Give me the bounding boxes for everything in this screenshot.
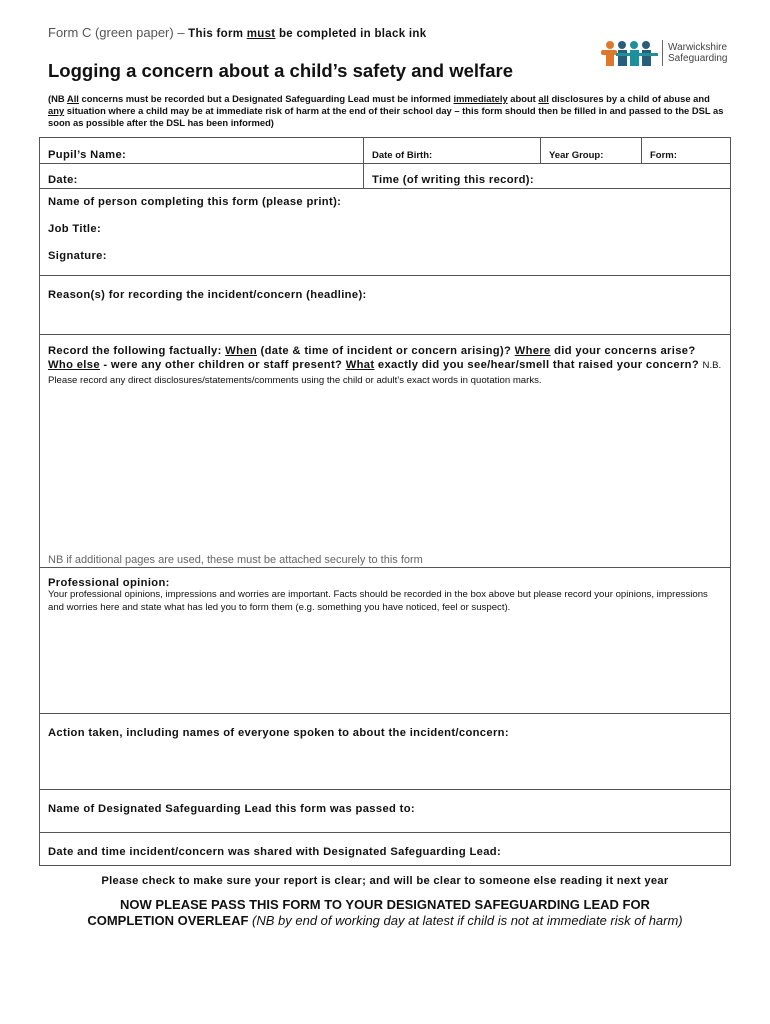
warwickshire-safeguarding-logo: [600, 40, 730, 70]
year-group-label: Year Group:: [549, 150, 604, 161]
ink-instruction: [188, 28, 426, 40]
dsl-time-row: [40, 833, 731, 866]
person-row: [40, 189, 731, 276]
dsl-name-row: [40, 790, 731, 833]
action-row: [40, 714, 731, 790]
nb-part: situation where a child may be at immediate risk of harm at the end of their school day – this form should then be filled in and passed to the DSL as soon as possible after the DSL has been informed): [48, 104, 724, 128]
date-field[interactable]: [40, 164, 364, 189]
name-person-label: Name of person completing this form (please print):: [48, 196, 342, 208]
reasons-row: [40, 276, 731, 335]
record-part: (date & time of incident or concern arising)?: [257, 345, 515, 357]
pass-form-instruction: [0, 897, 770, 929]
professional-opinion-label: Professional opinion:: [48, 577, 170, 589]
time-field[interactable]: [364, 164, 731, 189]
nb-immediately: immediately: [453, 93, 508, 104]
record-part: did your concerns arise?: [550, 345, 696, 357]
pass-line-1: NOW PLEASE PASS THIS FORM TO YOUR DESIGNATED SAFEGUARDING LEAD FOR: [120, 897, 650, 912]
nb-part: (NB: [48, 93, 67, 104]
record-when: When: [225, 345, 258, 357]
record-instructions: [48, 344, 722, 387]
professional-row: [40, 568, 731, 714]
nb-any: any: [48, 104, 65, 116]
reasons-label: Reason(s) for recording the incident/concern (headline):: [48, 289, 367, 301]
form-class-label: Form:: [650, 150, 677, 161]
concern-form-table: [39, 137, 731, 866]
record-part: exactly did you see/hear/smell that raised your concern?: [374, 359, 703, 371]
date-row: [40, 164, 731, 189]
logo-divider: [662, 40, 663, 66]
ink-pre: This form: [188, 28, 247, 40]
pass-completion: COMPLETION OVERLEAF: [87, 913, 249, 928]
pupil-row: [40, 138, 731, 164]
nb-part: disclosures by a child of abuse and: [548, 93, 710, 104]
logo-text: [668, 42, 728, 64]
logo-line2: Safeguarding: [668, 53, 728, 64]
additional-pages-note: NB if additional pages are used, these must be attached securely to this form: [48, 554, 423, 566]
record-who: Who else: [48, 359, 100, 371]
check-note: Please check to make sure your report is clear; and will be clear to someone else reading it next year: [101, 875, 669, 887]
professional-opinion-text: Your professional opinions, impressions and worries are important. Facts should be recorded in the box above but please record your opinions, impressions and worries here and state what has led you to form them (e.g. something you have noticed, feel or suspect).: [48, 589, 708, 613]
nb-note: [48, 93, 728, 128]
pupil-name-label: Pupil’s Name:: [48, 149, 127, 161]
record-part: Record the following factually:: [48, 345, 226, 357]
dob-field[interactable]: [364, 138, 541, 164]
year-group-field[interactable]: [541, 138, 642, 164]
form-c-label: Form C (green paper) –: [48, 25, 189, 40]
people-icon: [600, 40, 660, 68]
ink-post: be completed in black ink: [275, 28, 427, 40]
reasons-field[interactable]: [40, 276, 731, 335]
dsl-name-label: Name of Designated Safeguarding Lead this form was passed to:: [48, 803, 415, 815]
record-part: - were any other children or staff present?: [99, 359, 346, 371]
record-where: Where: [514, 345, 551, 357]
date-label: Date:: [48, 174, 78, 186]
action-field[interactable]: [40, 714, 731, 790]
form-class-field[interactable]: [642, 138, 731, 164]
pupil-name-field[interactable]: [40, 138, 364, 164]
time-label: Time (of writing this record):: [372, 174, 534, 186]
record-row: [40, 335, 731, 568]
dsl-name-field[interactable]: [40, 790, 731, 833]
dob-label: Date of Birth:: [372, 150, 433, 161]
page-title: Logging a concern about a child’s safety and welfare: [48, 60, 513, 81]
record-field[interactable]: [40, 335, 731, 568]
nb-part: concerns must be recorded but a Designated Safeguarding Lead must be informed: [78, 93, 454, 104]
ink-must: must: [246, 28, 276, 40]
nb-all-2: all: [538, 93, 549, 104]
action-taken-label: Action taken, including names of everyone spoken to about the incident/concern:: [48, 727, 509, 739]
pass-line-2: [0, 913, 770, 929]
logo-line1: Warwickshire: [668, 42, 728, 53]
professional-field[interactable]: [40, 568, 731, 714]
dsl-time-label: Date and time incident/concern was shared with Designated Safeguarding Lead:: [48, 846, 502, 858]
dsl-time-field[interactable]: [40, 833, 731, 866]
nb-part: about: [507, 93, 539, 104]
signature-label: Signature:: [48, 250, 107, 262]
job-title-label: Job Title:: [48, 223, 102, 235]
nb-all-1: All: [66, 93, 79, 104]
form-c-header: [48, 25, 426, 40]
record-what: What: [345, 359, 375, 371]
pass-italic-note: (NB by end of working day at latest if child is not at immediate risk of harm): [248, 913, 683, 928]
record-small-note: N.B. Please record any direct disclosures/statements/comments using the child or adult’s exact words in quotation marks.: [48, 360, 722, 386]
person-field[interactable]: [40, 189, 731, 276]
